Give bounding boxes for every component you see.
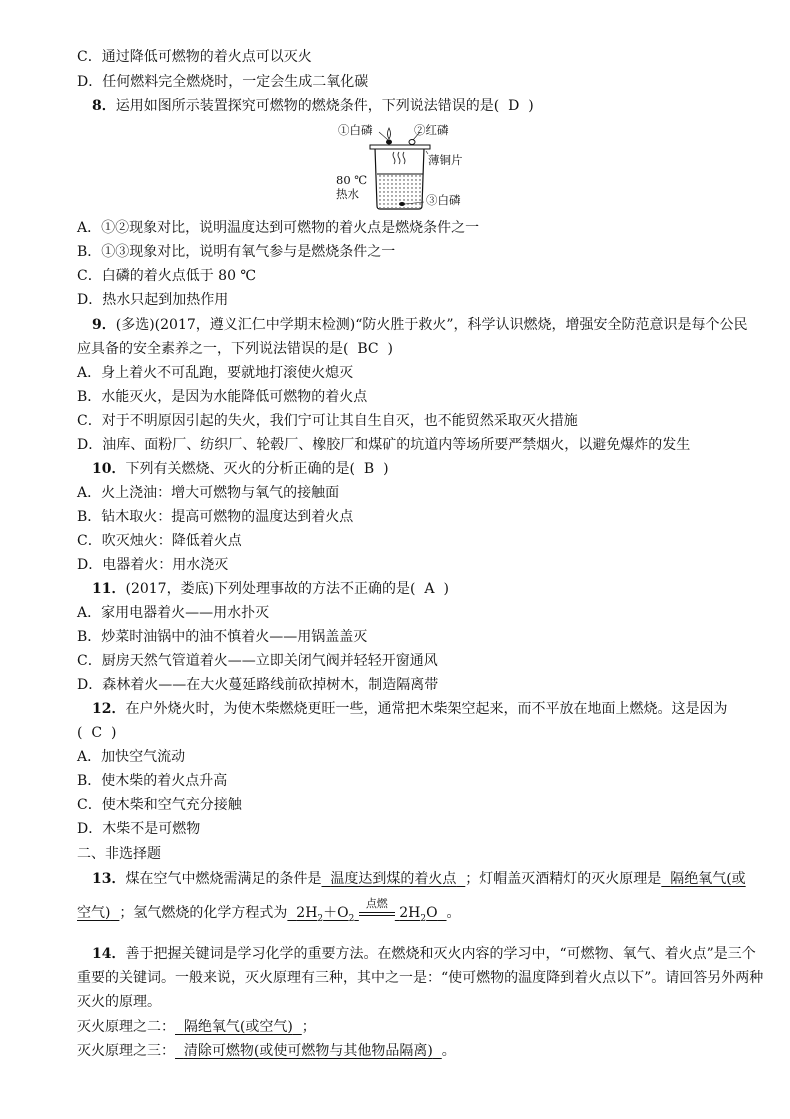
q11-close-paren: ) [443,581,449,597]
q13-end: 。 [446,905,461,921]
q11-number: 11． [92,581,126,597]
principle-2-end: ； [301,1019,316,1035]
q9-number: 9． [92,317,116,333]
eq-sub-b: 2 [348,913,355,924]
q13-eq-left [287,905,358,924]
principle-2-label: 灭火原理之二： [77,1019,175,1035]
q13-blank-1-text: 温度达到煤的着火点 [330,871,457,887]
q9-stem-line2 [77,340,393,358]
q14-line2: 重要的关键词。一般来说，灭火原理有三种，其中之一是：“使可燃物的温度降到着火点以下”。请回答另外两种 [77,970,764,986]
q11-stem [92,580,449,598]
eq-condition: 点燃 [365,897,388,910]
combustion-apparatus-figure [336,123,463,212]
q8-answer: D [508,98,520,114]
q12-stem-line1 [92,700,727,718]
q10-stem [92,460,389,478]
q11-option-b: B．炒菜时油锅中的油不慎着火——用锅盖盖灭 [77,629,368,645]
q14-line1 [92,945,756,963]
q13-line1 [92,870,746,888]
principle-3-answer-text: 清除可燃物(或使可燃物与其他物品隔离) [183,1043,433,1059]
principle-3-answer [175,1043,442,1059]
q12-number: 12． [92,701,126,717]
eq-sub-a: 2 [317,913,324,924]
eq-right-sub: 2 [420,913,427,924]
q13-blank-1 [321,871,465,887]
q13-number: 13． [92,871,126,887]
q13-stem-c: ；氢气燃烧的化学方程式为 [119,905,288,921]
eq-h: 2H [296,905,318,921]
q10-option-b: B．钻木取火：提高可燃物的温度达到着火点 [77,509,354,525]
q8-option-b: B．①③现象对比，说明有氧气参与是燃烧条件之一 [77,244,396,260]
q8-number: 8． [92,98,116,114]
q13-eq-arrow [359,897,395,916]
label-white-phosphorus-3: ③白磷 [426,193,461,207]
q12-option-a: A．加快空气流动 [77,749,186,765]
q10-stem-text: 下列有关燃烧、灭火的分析正确的是( [125,461,355,477]
label-white-phosphorus-1: ①白磷 [338,123,373,137]
q8-option-c: C．白磷的着火点低于 80 ℃ [77,268,257,284]
q10-option-a: A．火上浇油：增大可燃物与氧气的接触面 [77,485,340,501]
q14-line3: 灭火的原理。 [77,994,161,1010]
q13-blank-2b [77,905,119,921]
q9-stem-text-1: (多选)(2017，遵义汇仁中学期末检测)“防火胜于救火”，科学认识燃烧，增强安全防范意识是每个公民 [115,317,748,333]
q13-eq-right [395,905,447,924]
q7-option-c: C．通过降低可燃物的着火点可以灭火 [77,49,312,65]
principle-2-answer [175,1019,302,1035]
q14-number: 14． [92,946,126,962]
q10-number: 10． [92,461,126,477]
q8-option-d: D．热水只起到加热作用 [77,292,229,308]
q12-close-paren: ) [111,725,117,741]
q10-option-d: D．电器着火：用水浇灭 [77,557,229,573]
q14-principle-3 [77,1042,456,1060]
q12-stem-text: 在户外烧火时，为使木柴燃烧更旺一些，通常把木柴架空起来，而不平放在地面上燃烧。这是因为 [125,701,728,717]
q10-answer: B [363,461,375,477]
principle-3-label: 灭火原理之三： [77,1043,175,1059]
q9-close-paren: ) [387,341,394,357]
q13-blank-2a [661,871,745,887]
label-red-phosphorus: ②红磷 [414,123,449,137]
q13-stem-b: ；灯帽盖灭酒精灯的灭火原理是 [465,871,662,887]
label-hot-water: 热水 [336,187,359,201]
q11-stem-text: (2017，娄底)下列处理事故的方法不正确的是( [125,581,416,597]
q12-answer: C [91,725,103,741]
principle-3-end: 。 [441,1043,456,1059]
q11-option-a: A．家用电器着火——用水扑灭 [77,605,270,621]
principle-2-answer-text: 隔绝氧气(或空气) [183,1019,293,1035]
q11-option-d: D．森林着火——在大火蔓延路线前砍掉树木，制造隔离带 [77,677,439,693]
q13-stem-a: 煤在空气中燃烧需满足的条件是 [125,871,322,887]
q8-stem [92,97,534,115]
label-copper-plate: 薄铜片 [428,153,463,167]
q9-option-b: B．水能灭火，是因为水能降低可燃物的着火点 [77,389,368,405]
q10-option-c: C．吹灭烛火：降低着火点 [77,533,242,549]
q9-option-c: C．对于不明原因引起的失火，我们宁可让其自生自灭，也不能贸然采取灭火措施 [77,413,578,429]
q11-option-c: C．厨房天然气管道着火——立即关闭气阀并轻轻开窗通风 [77,653,438,669]
q10-close-paren: ) [383,461,389,477]
eq-right-h: 2H [399,905,421,921]
q11-answer: A [424,581,435,597]
q8-stem-text: 运用如图所示装置探究可燃物的燃烧条件，下列说法错误的是( [115,98,500,114]
eq-plus-o: ＋O [323,905,349,921]
q8-option-a: A．①②现象对比，说明温度达到可燃物的着火点是燃烧条件之一 [77,220,480,236]
q13-blank-2b-text: 空气) [77,905,111,921]
q12-open-paren: ( [77,725,83,741]
section-title: 二、非选择题 [77,846,161,862]
q14-principle-2 [77,1018,316,1036]
eq-right-o: O [426,905,438,921]
q12-option-c: C．使木柴和空气充分接触 [77,797,242,813]
q13-line2 [77,897,461,928]
q12-answer-line [77,724,116,742]
q9-option-a: A．身上着火不可乱跑，要就地打滚使火熄灭 [77,365,354,381]
label-temperature: 80 ℃ [336,173,368,187]
q13-blank-2a-text: 隔绝氧气(或 [670,871,746,887]
q8-close-paren: ) [528,98,534,114]
q9-answer: BC [357,341,379,357]
q7-option-d: D．任何燃料完全燃烧时，一定会生成二氧化碳 [77,74,369,90]
q12-option-b: B．使木柴的着火点升高 [77,773,228,789]
q12-option-d: D．木柴不是可燃物 [77,821,201,837]
q9-stem-text-2: 应具备的安全素养之一，下列说法错误的是( [77,341,349,357]
q9-option-d: D．油库、面粉厂、纺织厂、轮毂厂、橡胶厂和煤矿的坑道内等场所要严禁烟火，以避免爆炸的发生 [77,437,691,453]
q14-text-1: 善于把握关键词是学习化学的重要方法。在燃烧和灭火内容的学习中，“可燃物、氧气、着火点”是三个 [125,946,756,962]
q9-stem-line1 [92,316,748,334]
